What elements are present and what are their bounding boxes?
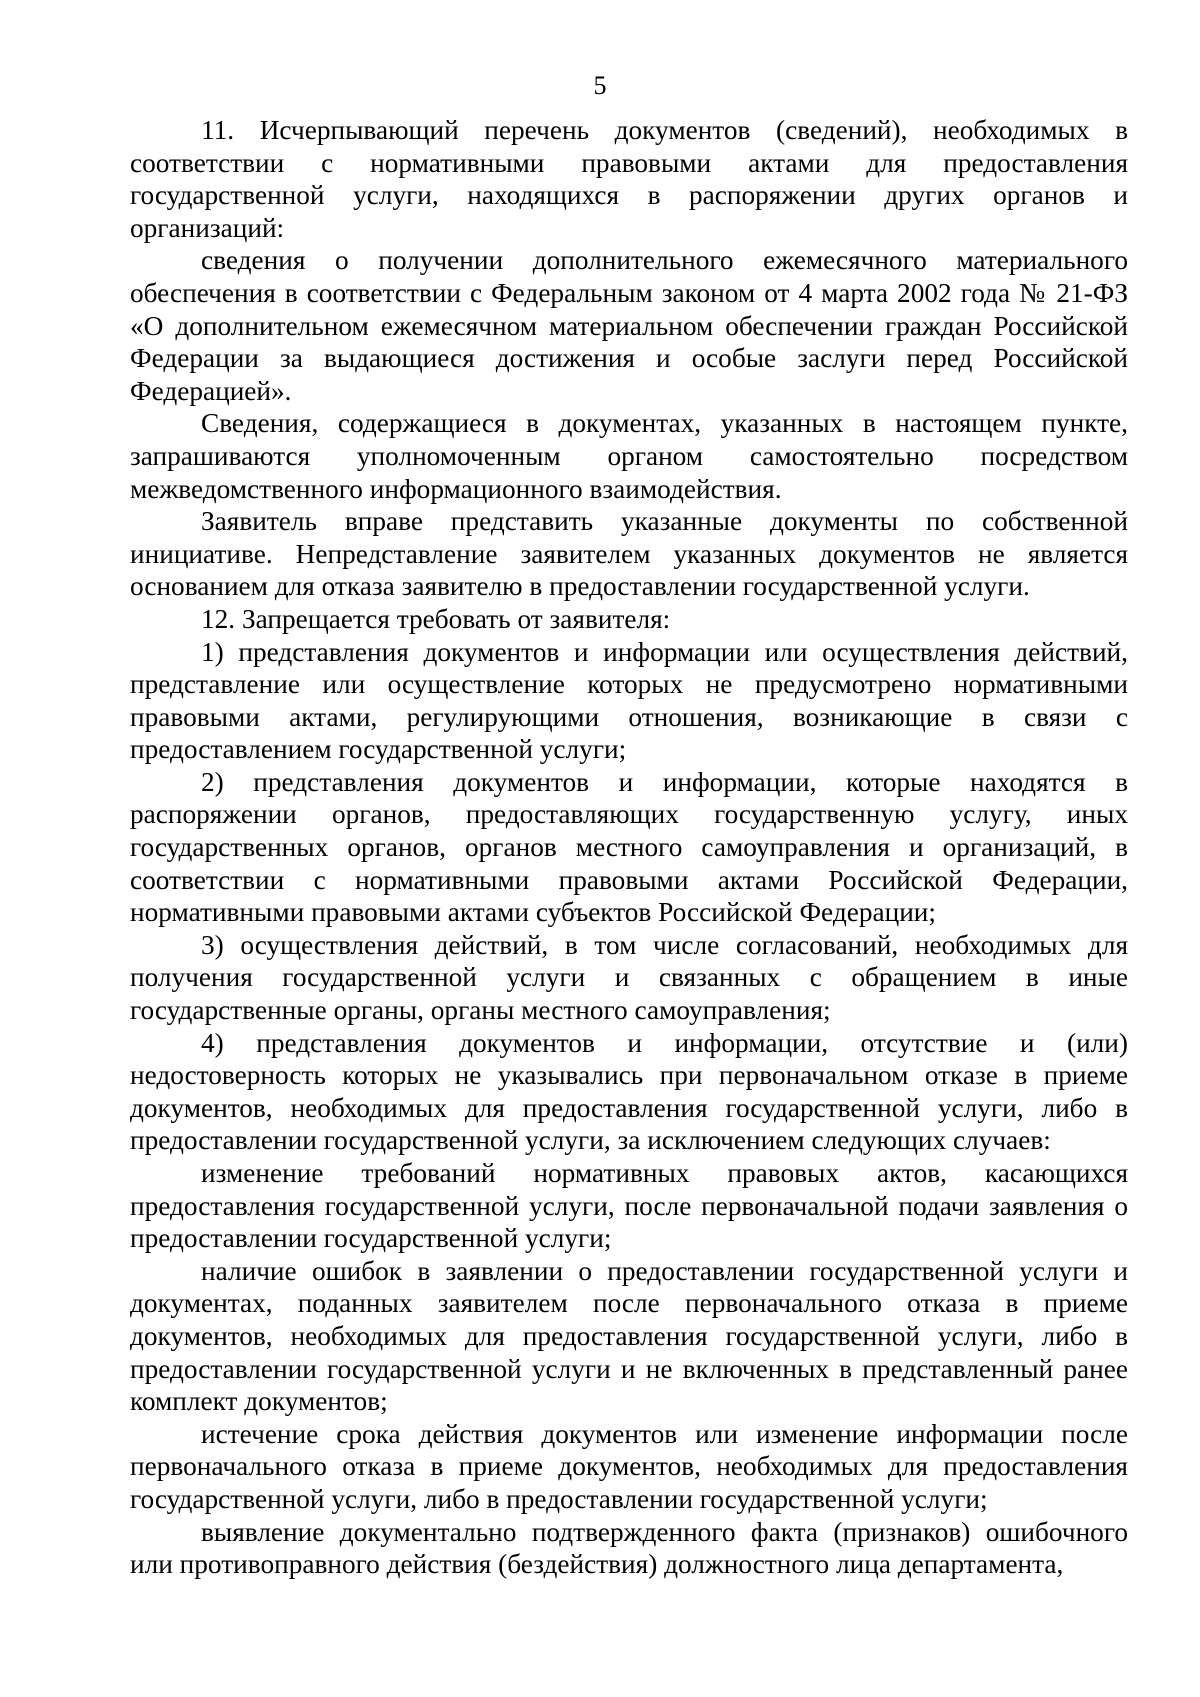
list-item-1: 1) представления документов и информации или осуществления действий, представление или осуществление которых не предусмотрено нормативными правовыми актами, регулирующими отношения, возникающие в связи с предоставлением государственной услуги; <box>130 636 1128 765</box>
paragraph-11-heading: 11. Исчерпывающий перечень документов (сведений), необходимых в соответствии с нормативными правовыми актами для предоставления государственной услуги, находящихся в распоряжении других органов и организаций: <box>130 115 1128 243</box>
document-body <box>130 114 1128 1581</box>
list-item-4: 4) представления документов и информации, отсутствие и (или) недостоверность которых не указывались при первоначальном отказе в приеме документов, необходимых для предоставления государственной услуги, либо в предоставлении государственной услуги, за исключением следующих случаев: <box>130 1027 1128 1156</box>
exception-case-official-error: выявление документально подтвержденного факта (признаков) ошибочного или противоправного действия (бездействия) должностного лица департамента, <box>130 1516 1128 1580</box>
exception-case-errors: наличие ошибок в заявлении о предоставлении государственной услуги и документах, поданных заявителем после первоначального отказа в приеме документов, необходимых для предоставления государственной услуги, либо в предоставлении государственной услуги и не включенных в представленный ранее комплект документов; <box>130 1255 1128 1417</box>
list-item-3: 3) осуществления действий, в том числе согласований, необходимых для получения государственной услуги и связанных с обращением в иные государственные органы, органы местного самоуправления; <box>130 929 1128 1026</box>
paragraph-info-requested: Сведения, содержащиеся в документах, указанных в настоящем пункте, запрашиваются уполномоченным органом самостоятельно посредством межведомственного информационного взаимодействия. <box>130 408 1128 504</box>
list-item-2: 2) представления документов и информации, которые находятся в распоряжении органов, предоставляющих государственную услугу, иных государственных органов, органов местного самоуправления и организаций, в соответствии с нормативными правовыми актами Российской Федерации, нормативными правовыми актами субъектов Российской Федерации; <box>130 766 1128 928</box>
paragraph-applicant-right: Заявитель вправе представить указанные документы по собственной инициативе. Непредставление заявителем указанных документов не является основанием для отказа заявителю в предоставлении государственной услуги. <box>130 506 1128 602</box>
paragraph-info-material-support: сведения о получении дополнительного ежемесячного материального обеспечения в соответствии с Федеральным законом от 4 марта 2002 года № 21-ФЗ «О дополнительном ежемесячном материальном обеспечении граждан Российской Федерации за выдающиеся достижения и особые заслуги перед Российской Федерацией». <box>130 245 1128 406</box>
exception-case-expiry: истечение срока действия документов или изменение информации после первоначального отказа в приеме документов, необходимых для предоставления государственной услуги, либо в предоставлении государственной услуги; <box>130 1418 1128 1514</box>
exception-case-requirements-change: изменение требований нормативных правовых актов, касающихся предоставления государственной услуги, после первоначальной подачи заявления о предоставлении государственной услуги; <box>130 1158 1128 1254</box>
page-number: 5 <box>593 71 607 100</box>
paragraph-12-heading: 12. Запрещается требовать от заявителя: <box>201 603 671 634</box>
